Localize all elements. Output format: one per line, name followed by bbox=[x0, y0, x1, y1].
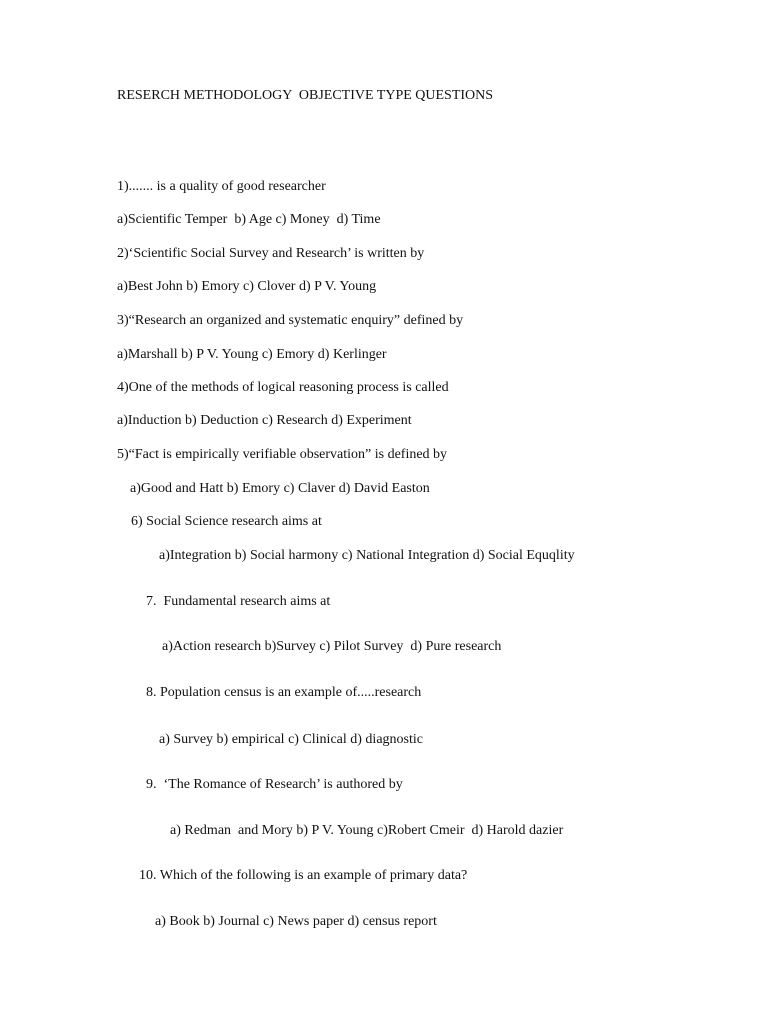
answer-4: a)Induction b) Deduction c) Research d) Experiment bbox=[117, 413, 412, 428]
question-7: 7. Fundamental research aims at bbox=[146, 594, 331, 609]
answer-8: a) Survey b) empirical c) Clinical d) diagnostic bbox=[159, 732, 423, 747]
question-2: 2)‘Scientific Social Survey and Research’ is written by bbox=[117, 246, 425, 261]
question-4: 4)One of the methods of logical reasoning process is called bbox=[117, 380, 449, 395]
page-title: RESERCH METHODOLOGY OBJECTIVE TYPE QUESTIONS bbox=[117, 88, 494, 103]
answer-3: a)Marshall b) P V. Young c) Emory d) Kerlinger bbox=[117, 347, 387, 362]
question-10: 10. Which of the following is an example of primary data? bbox=[139, 868, 468, 883]
answer-2: a)Best John b) Emory c) Clover d) P V. Young bbox=[117, 279, 377, 294]
answer-5: a)Good and Hatt b) Emory c) Claver d) David Easton bbox=[130, 481, 430, 496]
answer-1: a)Scientific Temper b) Age c) Money d) Time bbox=[117, 212, 381, 227]
answer-9: a) Redman and Mory b) P V. Young c)Robert Cmeir d) Harold dazier bbox=[170, 823, 564, 838]
question-5: 5)“Fact is empirically verifiable observation” is defined by bbox=[117, 447, 448, 462]
question-1: 1)....... is a quality of good researcher bbox=[117, 179, 326, 194]
question-9: 9. ‘The Romance of Research’ is authored by bbox=[146, 777, 403, 792]
answer-10: a) Book b) Journal c) News paper d) census report bbox=[155, 914, 437, 929]
question-8: 8. Population census is an example of.....research bbox=[146, 685, 422, 700]
answer-7: a)Action research b)Survey c) Pilot Survey d) Pure research bbox=[162, 639, 502, 654]
question-3: 3)“Research an organized and systematic enquiry” defined by bbox=[117, 313, 464, 328]
question-6: 6) Social Science research aims at bbox=[131, 514, 322, 529]
answer-6: a)Integration b) Social harmony c) National Integration d) Social Equqlity bbox=[159, 548, 575, 563]
